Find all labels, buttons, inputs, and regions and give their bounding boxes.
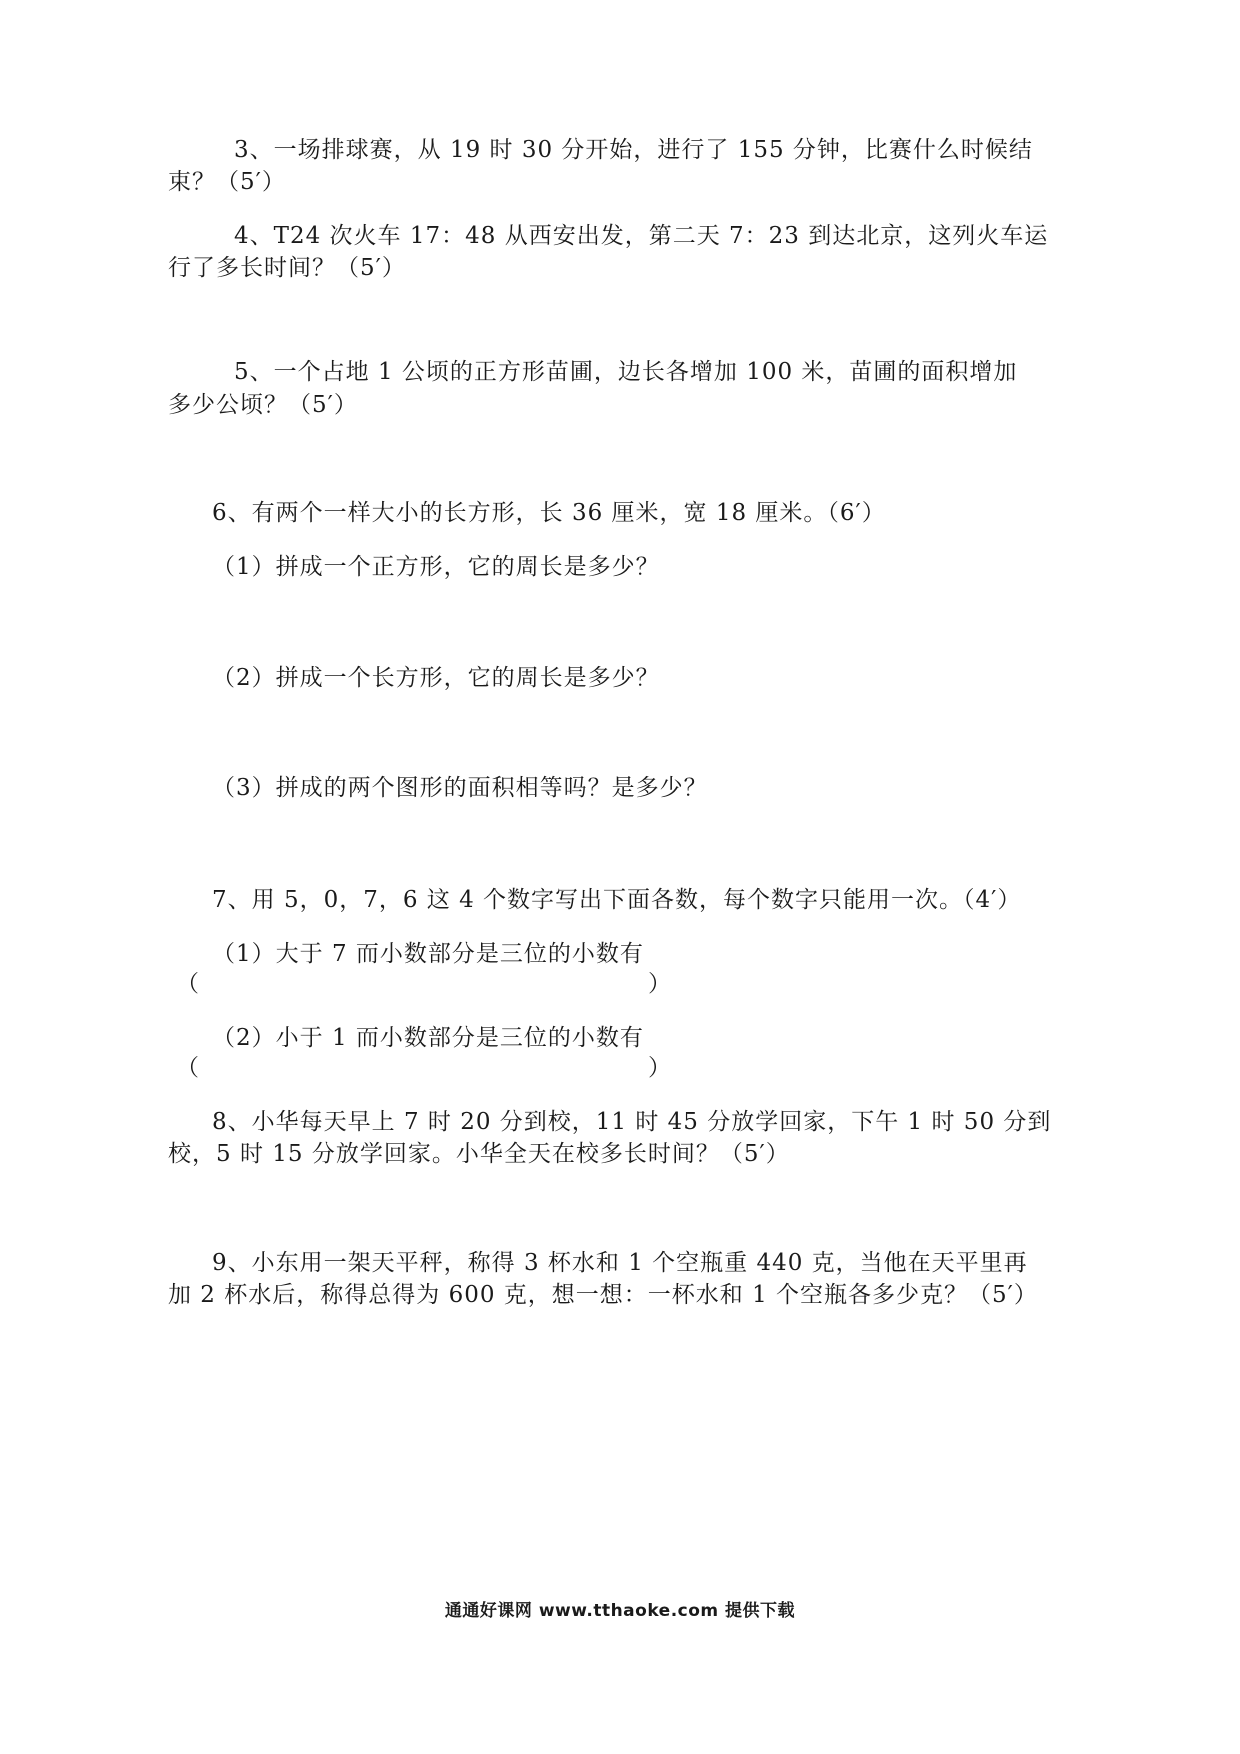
question-3-line-2: 束？（5′） [168, 169, 286, 195]
question-4-line-2: 行了多长时间？（5′） [168, 255, 406, 281]
question-5-line-2: 多少公顷？（5′） [168, 392, 358, 418]
question-9-line-2: 加 2 杯水后，称得总得为 600 克，想一想：一杯水和 1 个空瓶各多少克？（5′） [168, 1282, 1038, 1308]
question-7-sub-2: （2）小于 1 而小数部分是三位的小数有 [212, 1025, 644, 1051]
question-4-line-1: 4、T24 次火车 17：48 从西安出发，第二天 7：23 到达北京，这列火车运 [234, 223, 1049, 249]
question-7-sub-2-answer-close-paren: ） [648, 1055, 671, 1081]
question-6-sub-3: （3）拼成的两个图形的面积相等吗？是多少？ [212, 775, 708, 801]
question-6-stem: 6、有两个一样大小的长方形，长 36 厘米，宽 18 厘米。（6′） [212, 500, 886, 526]
question-9-line-1: 9、小东用一架天平秤，称得 3 杯水和 1 个空瓶重 440 克，当他在天平里再 [212, 1250, 1028, 1276]
question-7-sub-1-answer-close-paren: ） [648, 971, 671, 997]
question-6-sub-1: （1）拼成一个正方形，它的周长是多少？ [212, 554, 660, 580]
question-3-line-1: 3、一场排球赛，从 19 时 30 分开始，进行了 155 分钟，比赛什么时候结 [234, 137, 1033, 163]
question-7-sub-2-answer-open-paren: （ [176, 1055, 199, 1081]
question-8-line-2: 校，5 时 15 分放学回家。小华全天在校多长时间？（5′） [168, 1141, 790, 1167]
question-7-stem: 7、用 5，0，7，6 这 4 个数字写出下面各数，每个数字只能用一次。（4′） [212, 887, 1022, 913]
question-5-line-1: 5、一个占地 1 公顷的正方形苗圃，边长各增加 100 米，苗圃的面积增加 [234, 359, 1018, 385]
question-6-sub-2: （2）拼成一个长方形，它的周长是多少？ [212, 665, 660, 691]
question-8-line-1: 8、小华每天早上 7 时 20 分到校，11 时 45 分放学回家，下午 1 时 50 分到 [212, 1109, 1052, 1135]
question-7-sub-1-answer-open-paren: （ [176, 971, 199, 997]
question-7-sub-1: （1）大于 7 而小数部分是三位的小数有 [212, 941, 644, 967]
page-footer: 通通好课网 www.tthaoke.com 提供下载 [444, 1601, 796, 1621]
